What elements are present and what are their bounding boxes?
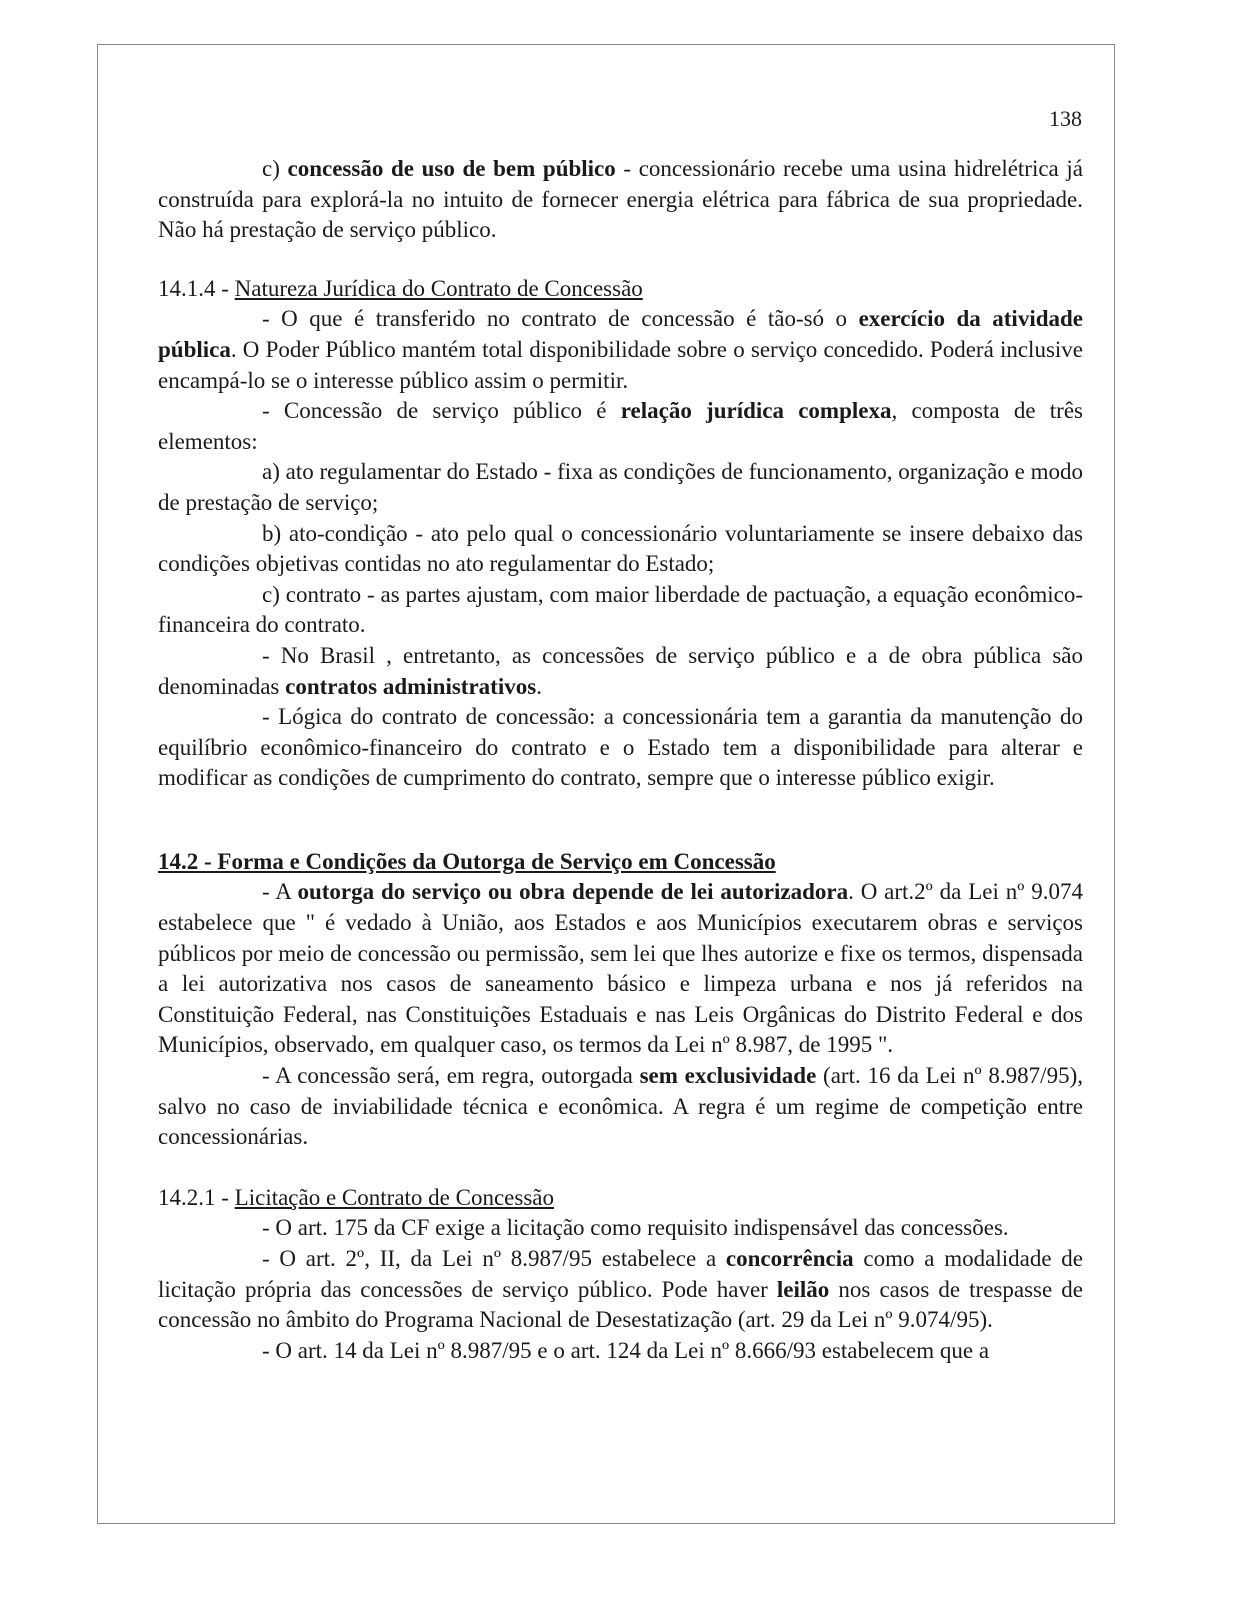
paragraph: - O art. 14 da Lei nº 8.987/95 e o art. 124 da Lei nº 8.666/93 estabelecem que a — [262, 1337, 990, 1363]
section-title: Licitação e Contrato de Concessão — [234, 1184, 554, 1210]
bold-term: relação jurídica complexa — [620, 398, 892, 424]
list-item-a: a) ato regulamentar do Estado - fixa as condições de funcionamento, organização e modo de prestação de serviço; — [158, 459, 1083, 515]
bold-term: concorrência — [725, 1246, 854, 1271]
page-number: 138 — [1049, 106, 1082, 131]
list-item-b: b) ato-condição - ato pelo qual o concessionário voluntariamente se insere debaixo das condições objetivas contidas no ato regulamentar do Estado; — [158, 520, 1083, 577]
paragraph: - A concessão será, em regra, outorgada sem exclusividade (art. 16 da Lei nº 8.987/95), salvo no caso de inviabilidade técnica e econômica. A regra é um regime de competição entre concessionárias. — [158, 1063, 1083, 1150]
bold-term: sem exclusividade — [639, 1063, 817, 1089]
section-title: Natureza Jurídica do Contrato de Concessão — [234, 275, 643, 301]
paragraph: - O art. 175 da CF exige a licitação como requisito indispensável das concessões. — [262, 1215, 1009, 1241]
section-heading-14-2: 14.2 - Forma e Condições da Outorga de Serviço em Concessão — [158, 848, 776, 874]
list-item-c: c) contrato - as partes ajustam, com maior liberdade de pactuação, a equação econômico-financeira do contrato. — [158, 581, 1083, 638]
bold-term: concessão de uso de bem público — [287, 156, 616, 181]
paragraph: - A outorga do serviço ou obra depende de lei autorizadora. O art.2º da Lei nº 9.074 estabelece que " é vedado à União, aos Estados e aos Municípios executarem obras e serviços públicos por meio de concessão ou permissão, sem lei que lhes autorize e fixe os termos, dispensada a lei autorizativa nos casos de saneamento básico e limpeza urbana e nos já referidos na Constituição Federal, nas Constituições Estaduais e nas Leis Orgânicas do Distrito Federal e dos Municípios, observado, em qualquer caso, os termos da Lei nº 8.987, de 1995 ". — [158, 879, 1083, 1058]
bold-term: exercício da atividade pública — [158, 306, 1083, 362]
paragraph: - O que é transferido no contrato de concessão é tão-só o exercício da atividade pública. O Poder Público mantém total disponibilidade sobre o serviço concedido. Poderá inclusive encampá-lo se o interesse público assim o permitir. — [158, 306, 1083, 393]
paragraph: - Lógica do contrato de concessão: a concessionária tem a garantia da manutenção do equilíbrio econômico-financeiro do contrato e o Estado tem a disponibilidade para alterar e modificar as condições de cumprimento do contrato, sempre que o interesse público exigir. — [158, 704, 1083, 791]
paragraph: - O art. 2º, II, da Lei nº 8.987/95 estabelece a concorrência como a modalidade de licitação própria das concessões de serviço público. Pode haver leilão nos casos de trespasse de concessão no âmbito do Programa Nacional de Desestatização (art. 29 da Lei nº 9.074/95). — [158, 1246, 1084, 1333]
bold-term: leilão — [776, 1276, 830, 1302]
section-heading-14-1-4: 14.1.4 - Natureza Jurídica do Contrato de Concessão — [158, 275, 643, 301]
document-body — [158, 154, 1083, 1366]
bold-term: contratos administrativos — [285, 673, 537, 699]
paragraph: - Concessão de serviço público é relação jurídica complexa, composta de três elementos: — [158, 398, 1083, 454]
section-heading-14-2-1: 14.2.1 - Licitação e Contrato de Concessão — [158, 1184, 554, 1210]
paragraph-concessao-uso-bem: c) concessão de uso de bem público - concessionário recebe uma usina hidrelétrica já construída para explorá-la no intuito de fornecer energia elétrica para fábrica de sua propriedade. Não há prestação de serviço público. — [158, 156, 1084, 243]
paragraph: - No Brasil , entretanto, as concessões de serviço público e a de obra pública são denominadas contratos administrativos. — [158, 642, 1083, 699]
bold-term: outorga do serviço ou obra depende de lei autorizadora — [297, 879, 849, 905]
